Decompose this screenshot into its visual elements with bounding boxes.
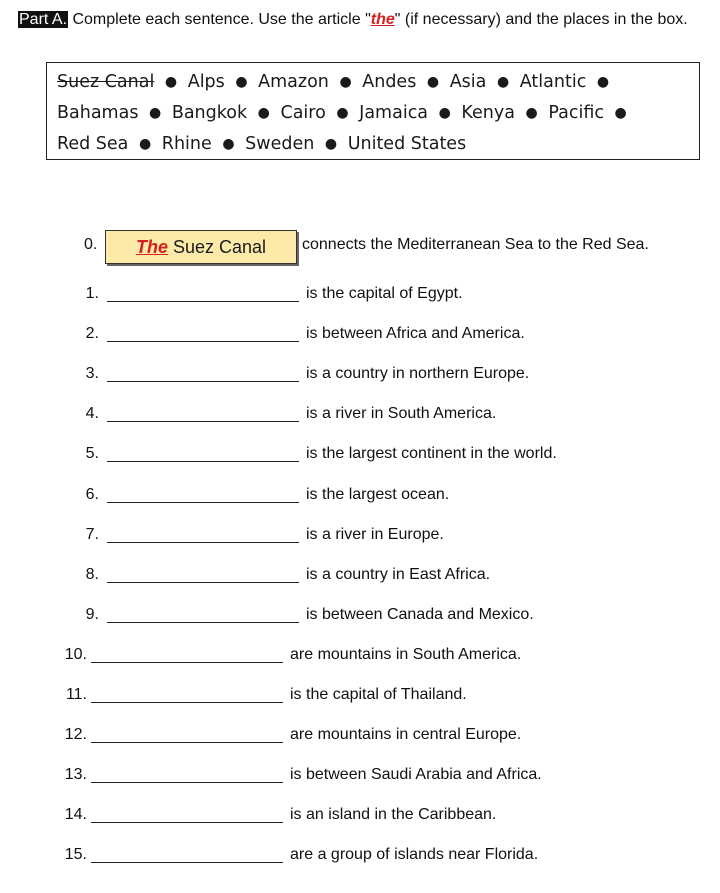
bullet-separator: ● <box>257 105 270 121</box>
answer-blank[interactable] <box>107 542 299 543</box>
word-box-item: Rhine <box>161 134 212 154</box>
word-box-item: Amazon <box>258 72 329 92</box>
word-box-item: Asia <box>449 72 487 92</box>
word-box-item: Cairo <box>280 103 326 123</box>
answer-blank[interactable] <box>91 822 283 823</box>
sentence-text: is a country in northern Europe. <box>306 365 530 383</box>
bullet-separator: ● <box>336 105 349 121</box>
answer-blank[interactable] <box>91 742 283 743</box>
bullet-separator: ● <box>164 74 178 90</box>
example-article: The <box>135 237 168 257</box>
sentence-text: are mountains in central Europe. <box>290 726 522 744</box>
bullet-separator: ● <box>222 136 235 152</box>
article-highlight: the <box>370 11 395 28</box>
word-box-item: Jamaica <box>359 103 429 123</box>
bullet-separator: ● <box>339 74 352 90</box>
sentence-number: 7. <box>85 525 99 543</box>
sentence-number: 8. <box>85 565 99 583</box>
sentence-text: is between Saudi Arabia and Africa. <box>290 766 542 784</box>
sentence-text: is a country in East Africa. <box>306 565 491 583</box>
bullet-separator: ● <box>596 74 610 90</box>
bullet-separator: ● <box>235 74 248 90</box>
answer-blank[interactable] <box>107 461 299 462</box>
sentence-number: 14. <box>64 806 87 824</box>
example-place: Suez Canal <box>167 237 267 257</box>
part-label: Part A. <box>19 11 68 28</box>
bullet-separator: ● <box>614 105 627 121</box>
answer-blank[interactable] <box>107 341 299 342</box>
word-box-item: United States <box>347 134 467 154</box>
word-box-item: Pacific <box>548 103 604 123</box>
sentence-text: is between Africa and America. <box>306 325 525 343</box>
word-box-item: Alps <box>187 72 225 92</box>
sentence-text: is the capital of Thailand. <box>290 686 467 703</box>
instruction-before: Complete each sentence. Use the article " <box>68 11 371 28</box>
sentence-text: is the capital of Egypt. <box>306 285 463 302</box>
answer-blank[interactable] <box>107 301 299 302</box>
word-box-item: Andes <box>362 72 417 92</box>
sentence-number: 4. <box>85 405 99 423</box>
bullet-separator: ● <box>525 105 538 121</box>
sentence-number: 11. <box>65 686 87 703</box>
sentence-number: 6. <box>85 485 99 503</box>
sentence-number: 15. <box>64 846 87 864</box>
sentence-text: are a group of islands near Florida. <box>290 846 539 864</box>
bullet-separator: ● <box>426 74 440 90</box>
sentence-text: is the largest ocean. <box>306 485 450 503</box>
word-box-item: Sweden <box>245 134 315 154</box>
instruction-after: " (if necessary) and the places in the box. <box>394 11 688 28</box>
sentence-number: 5. <box>85 445 99 463</box>
sentence-text: is between Canada and Mexico. <box>306 605 534 623</box>
answer-blank[interactable] <box>107 582 299 583</box>
word-box-item: Atlantic <box>519 72 587 92</box>
bullet-separator: ● <box>438 105 451 121</box>
word-box-item: Bangkok <box>171 103 248 123</box>
sentence-text: is a river in Europe. <box>306 525 444 543</box>
sentence-text: is the largest continent in the world. <box>306 445 557 463</box>
sentence-text: is an island in the Caribbean. <box>290 806 497 824</box>
sentence-number: 13. <box>64 766 87 784</box>
answer-blank[interactable] <box>107 381 299 382</box>
example-number: 0. <box>84 236 98 253</box>
answer-blank[interactable] <box>107 622 299 623</box>
bullet-separator: ● <box>324 136 338 152</box>
sentence-number: 12. <box>64 726 87 744</box>
instruction-text <box>18 8 714 32</box>
word-box-item: Bahamas <box>57 103 139 123</box>
answer-blank[interactable] <box>91 662 283 663</box>
answer-blank[interactable] <box>91 862 283 863</box>
sentence-text: are mountains in South America. <box>290 645 522 663</box>
sentence-number: 10. <box>64 645 87 663</box>
bullet-separator: ● <box>496 74 510 90</box>
sentence-text: is a river in South America. <box>306 405 497 423</box>
word-box-item: Suez Canal <box>57 72 155 92</box>
bullet-separator: ● <box>139 136 152 152</box>
word-box-item: Kenya <box>461 103 515 123</box>
sentence-number: 3. <box>85 365 99 383</box>
bullet-separator: ● <box>149 105 162 121</box>
example-sentence: connects the Mediterranean Sea to the Red Sea. <box>302 236 649 253</box>
word-box <box>46 62 700 160</box>
answer-blank[interactable] <box>107 421 299 422</box>
sentence-number: 1. <box>85 285 99 302</box>
answer-blank[interactable] <box>91 702 283 703</box>
example-answer-box <box>105 230 297 264</box>
sentence-number: 2. <box>85 325 99 343</box>
answer-blank[interactable] <box>91 782 283 783</box>
answer-blank[interactable] <box>107 502 299 503</box>
word-box-item: Red Sea <box>57 134 129 154</box>
sentence-number: 9. <box>85 605 99 623</box>
